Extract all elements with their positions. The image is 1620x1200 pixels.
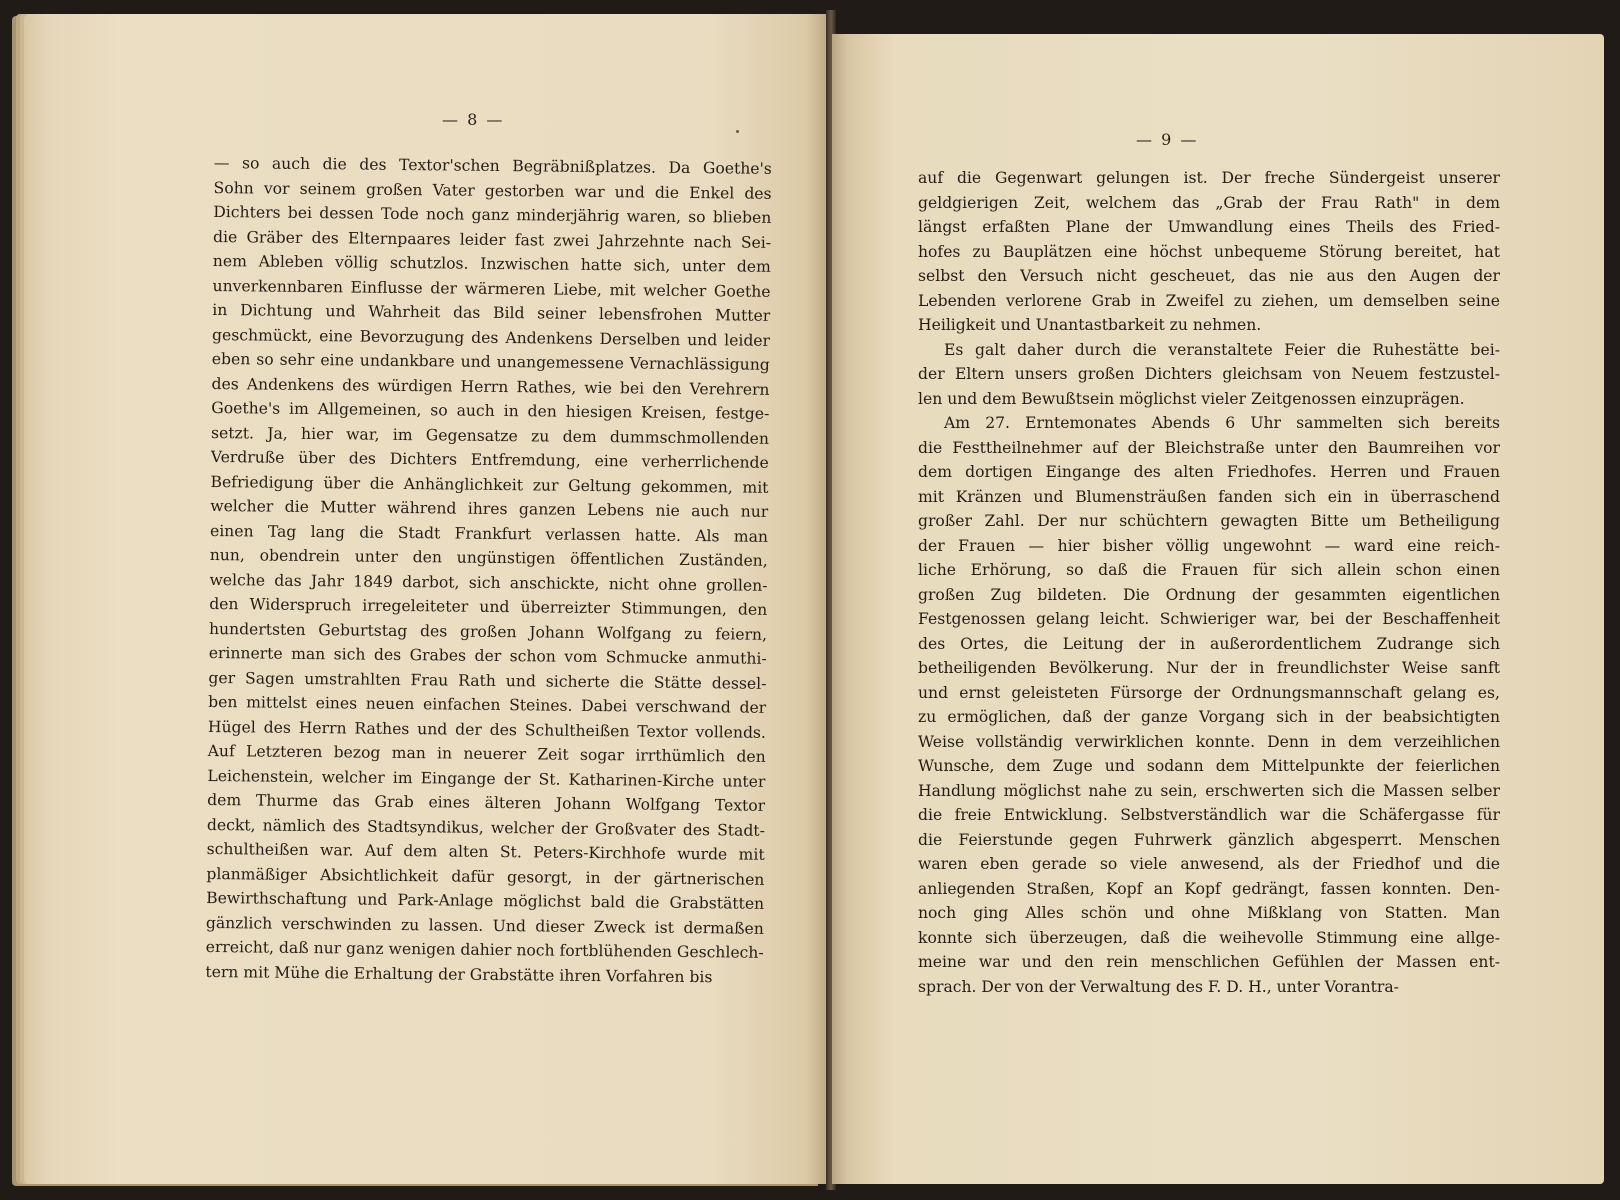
text-line: Heiligkeit und Unantastbarkeit zu nehmen.	[918, 316, 1262, 334]
text-line: den Widerspruch irregeleiteter und überreizter Stimmungen, den	[209, 594, 768, 619]
text-line: Lebenden verlorene Grab in Zweifel zu ziehen, um demselben seine	[918, 291, 1500, 310]
text-line: Weise vollständig verwirklichen konnte. Denn in dem verzeihlichen	[918, 732, 1500, 751]
left-page-text	[205, 151, 772, 990]
text-line: Goethe's im Allgemeinen, so auch in den hiesigen Kreisen, festge-	[211, 398, 770, 423]
text-line: betheiligenden Bevölkerung. Nur der in freundlichster Weise sanft	[918, 659, 1500, 677]
text-line: der Frauen — hier bisher völlig ungewohnt — ward eine reich-	[918, 536, 1500, 555]
text-line: Befriedigung über die Anhänglichkeit zur Geltung gekommen, mit	[210, 472, 769, 497]
text-line: hofes zu Bauplätzen eine höchst unbequeme Störung bereitet, hat	[918, 242, 1500, 261]
text-line: Leichenstein, welcher im Eingange der St. Katharinen-Kirche unter	[207, 766, 766, 791]
text-line: dem Thurme das Grab eines älteren Johann Wolfgang Textor	[207, 790, 766, 815]
text-line: selbst den Versuch nicht gescheuet, das nie aus den Augen der	[918, 267, 1500, 285]
text-line: meine war und den rein menschlichen Gefühlen der Massen ent-	[918, 953, 1500, 971]
text-line: Bewirthschaftung und Park-Anlage möglichst bald die Grabstätten	[206, 888, 765, 913]
text-line: ben mittelst eines neuen einfachen Steines. Dabei verschwand der	[208, 692, 767, 717]
text-line: Auf Letzteren bezog man in neuerer Zeit sogar irrthümlich den	[207, 741, 766, 766]
text-line: Verdruße über des Dichters Entfremdung, eine verherrlichende	[210, 447, 769, 472]
text-line: Es galt daher durch die veranstaltete Feier die Ruhestätte bei-	[944, 340, 1500, 359]
text-line: in Dichtung und Wahrheit das Bild seiner lebensfrohen Mutter	[212, 300, 771, 325]
text-line: großen Zug bildeten. Die Ordnung der gesammten eigentlichen	[918, 585, 1500, 604]
text-line: ger Sagen umstrahlten Frau Rath und sicherte die Stätte dessel-	[208, 668, 767, 693]
text-line: deckt, nämlich des Stadtsyndikus, welcher der Großvater des Stadt-	[206, 815, 766, 840]
text-line: Handlung möglichst nahe zu sein, erschwerten sich die Massen selber	[918, 781, 1500, 800]
text-line: tern mit Mühe die Erhaltung der Grabstätte ihren Vorfahren bis	[205, 962, 713, 986]
text-line: — so auch die des Textor'schen Begräbnißplatzes. Da Goethe's	[213, 153, 772, 178]
text-line: sprach. Der von der Verwaltung des F. D. H., unter Vorantra-	[918, 977, 1399, 996]
paper-speck	[736, 130, 739, 133]
text-line: schultheißen war. Auf dem alten St. Peters-Kirchhofe wurde mit	[206, 839, 765, 864]
text-line: erinnerte man sich des Grabes der schon vom Schmucke anmuthi-	[208, 643, 767, 668]
text-line: setzt. Ja, hier war, im Gegensatze zu dem dummschmollenden	[210, 423, 770, 448]
text-line: des Ortes, die Leitung der in außerordentlichem Zudrange sich	[918, 634, 1500, 653]
text-line: dem dortigen Eingange des alten Friedhofes. Herren und Frauen	[918, 463, 1500, 481]
text-line: welcher die Mutter während ihres ganzen Lebens nie auch nur	[210, 496, 769, 521]
text-line: der Eltern unsers großen Dichters gleichsam von Neuem festzustel-	[918, 365, 1500, 383]
text-line: Wunsche, dem Zuge und sodann dem Mittelpunkte der feierlichen	[918, 757, 1500, 775]
text-line: Hügel des Herrn Rathes und der des Schultheißen Textor vollends.	[207, 717, 767, 742]
text-line: großer Zahl. Der nur schüchtern gewagten Bitte um Betheiligung	[918, 512, 1500, 530]
text-line: auf die Gegenwart gelungen ist. Der freche Sündergeist unserer	[918, 169, 1500, 187]
right-page	[832, 34, 1604, 1184]
text-line: zu ermöglichen, daß der ganze Vorgang sich in der beabsichtigten	[918, 708, 1500, 726]
page-number-right: — 9 —	[1136, 130, 1199, 149]
text-line: die freie Entwicklung. Selbstverständlich war die Schäfergasse für	[918, 806, 1500, 824]
text-line: einen Tag lang die Stadt Frankfurt verlassen hatte. Als man	[209, 521, 769, 546]
left-page	[24, 14, 830, 1184]
text-line: len und dem Bewußtsein möglichst vieler Zeitgenossen einzuprägen.	[918, 389, 1465, 408]
text-line: Am 27. Erntemonates Abends 6 Uhr sammelten sich bereits	[944, 414, 1500, 432]
right-page-text	[918, 166, 1500, 999]
text-line: unverkennbaren Einflusse der wärmeren Liebe, mit welcher Goethe	[212, 276, 771, 301]
text-line: eben so sehr eine undankbare und unangemessene Vernachlässigung	[211, 349, 770, 374]
text-line: noch ging Alles schön und ohne Mißklang von Statten. Man	[918, 904, 1500, 922]
text-line: geldgierigen Zeit, welchem das „Grab der Frau Rath" in dem	[918, 193, 1500, 212]
text-line: planmäßiger Absichtlichkeit dafür gesorgt, in der gärtnerischen	[206, 864, 765, 889]
text-line: und ernst geleisteten Fürsorge der Ordnungsmannschaft gelang es,	[918, 683, 1500, 702]
text-line: Sohn vor seinem großen Vater gestorben war und die Enkel des	[213, 178, 772, 203]
text-line: welche das Jahr 1849 darbot, sich anschickte, nicht ohne grollen-	[209, 570, 768, 595]
text-line: hundertsten Geburtstag des großen Johann Wolfgang zu feiern,	[208, 619, 768, 644]
text-line: konnte sich überzeugen, daß die weihevolle Stimmung eine allge-	[918, 928, 1500, 947]
text-line: die Festtheilnehmer auf der Bleichstraße unter den Baumreihen vor	[918, 438, 1500, 457]
page-number-left: — 8 —	[442, 110, 505, 129]
text-line: liche Erhörung, so daß die Frauen für sich allein schon einen	[918, 561, 1500, 579]
text-line: Festgenossen gelang leicht. Schwieriger war, bei der Beschaffenheit	[918, 610, 1500, 628]
text-line: gänzlich verschwinden zu lassen. Und dieser Zweck ist dermaßen	[205, 913, 764, 938]
text-line: erreicht, daß nur ganz wenigen dahier noch fortblühenden Geschlech-	[205, 937, 764, 962]
text-line: anliegenden Straßen, Kopf an Kopf gedrängt, fassen konnten. Den-	[918, 879, 1500, 898]
text-line: Dichters bei dessen Tode noch ganz minderjährig waren, so blieben	[213, 202, 772, 227]
text-line: geschmückt, eine Bevorzugung des Andenkens Derselben und leider	[211, 325, 771, 350]
text-line: nem Ableben völlig schutzlos. Inzwischen hatte sich, unter dem	[212, 251, 771, 276]
text-line: mit Kränzen und Blumensträußen fanden sich ein in überraschend	[918, 487, 1500, 506]
text-line: die Gräber des Elternpaares leider fast zwei Jahrzehnte nach Sei-	[213, 227, 772, 252]
text-line: des Andenkens des würdigen Herrn Rathes, wie bei den Verehrern	[211, 374, 770, 399]
text-line: längst erfaßten Plane der Umwandlung eines Theils des Fried-	[918, 218, 1500, 236]
text-line: die Feierstunde gegen Fuhrwerk gänzlich abgesperrt. Menschen	[918, 830, 1500, 849]
text-line: waren eben gerade so viele anwesend, als der Friedhof und die	[918, 855, 1500, 873]
text-line: nun, obendrein unter den ungünstigen öffentlichen Zuständen,	[209, 545, 768, 570]
